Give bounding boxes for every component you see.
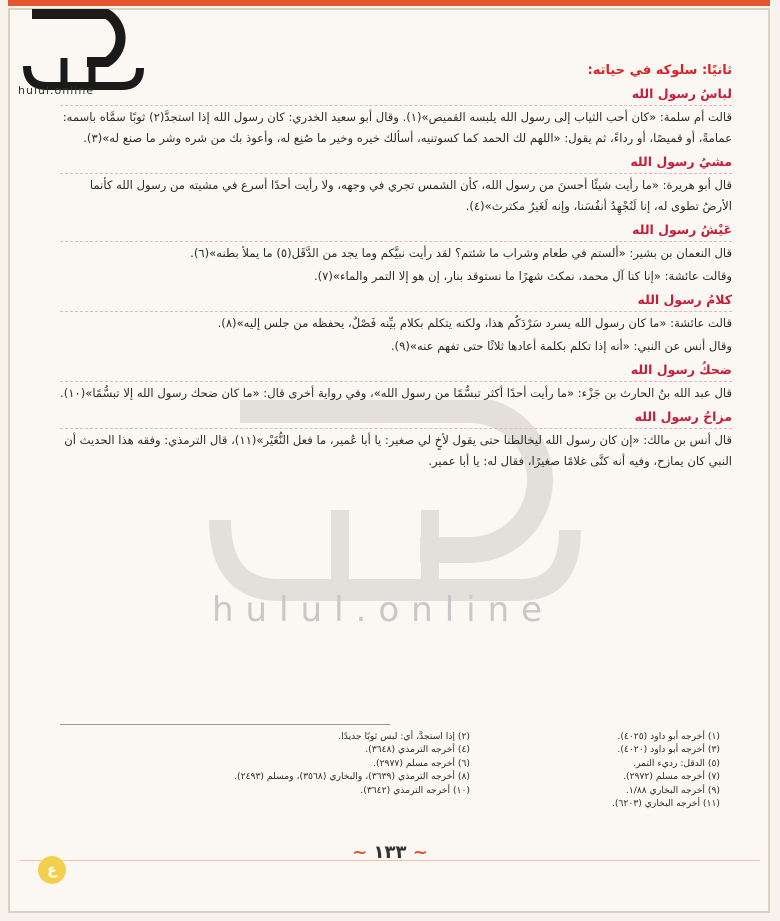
footnote: (١١) أخرجه البخاري (٦٢٠٣).: [611, 798, 720, 810]
topic-paragraph: قال أبو هريرة: «ما رأيت شيئًا أحسنَ من رسول الله، كأن الشمس تجري في وجهه، ولا رأيت أحدًا أسرع في مشيته من رسول الله كأنما الأرضُ تطوى له، إنا لَنُجْهِدُ أنفُسَنا، وإنه لَغَيرُ مكترث»(٤).: [89, 178, 732, 213]
watermark-text: hulul.online: [212, 590, 555, 630]
topic-paragraph: قال أنس بن مالك: «إن كان رسول الله ليخالطنا حتى يقول لأخٍ لي صغير: يا أبا عُمير، ما فعل النُّغَيْر»(١١)، قال الترمذي: وفقه هذا الحديث أن النبي كان يمازح، وفيه أنه كنَّى غلامًا صغيرًا، فقال له: يا أبا عمير.: [64, 433, 732, 468]
page-ornament-right-icon: ~: [352, 842, 368, 863]
footnote-divider: [60, 724, 390, 725]
logo-caption: hulul.online: [18, 84, 95, 97]
topic-paragraph: قالت عائشة: «ما كان رسول الله يسرد سَرْدَكُم هذا، ولكنه يتكلم بكلام بيِّنه فَصْلٌ، يحفظه من جلس إليه»(٨).: [217, 316, 732, 330]
topic-paragraph: قالت أم سلمة: «كان أحب الثياب إلى رسول الله يلبسه القميص»(١). وقال أبو سعيد الخدري: كان رسول الله إذا استجدَّ(٢) ثوبًا سمَّاه باسمه: عمامةً، أو قميصًا، أو رداءً، ثم يقول: «اللهم لك الحمد كما كسوتنيه، أسألك خيره وخير ما صُنِع له، وأعوذ بك من شره وشر ما صنع له»(٣).: [62, 110, 732, 145]
footnote: (٤) أخرجه الترمذي (٣٦٤٨).: [365, 744, 470, 756]
footnote: (٢) إذا استجدَّ، أي: لبس ثوبًا جديدًا.: [338, 731, 470, 742]
footnote: (٩) أخرجه البخاري ١/٨٨.: [625, 784, 720, 796]
corner-badge: ع: [38, 856, 66, 884]
main-content: [60, 60, 732, 474]
topic-paragraph: قال عبد الله بنُ الحارث بن جَزْء: «ما رأيت أحدًا أكثر تبسُّمًا من رسول الله»، وفي رواية أخرى قال: «ما كان ضحك رسول الله إلا تبسُّمًا»(١٠).: [60, 386, 732, 400]
footnote: (١٠) أخرجه الترمذي (٣٦٤٢).: [360, 784, 470, 796]
footnote: (٦) أخرجه مسلم (٢٩٧٧).: [373, 757, 470, 769]
footnotes-right-column: [480, 730, 720, 810]
topic-title: لباسُ رسول الله: [60, 83, 732, 106]
page-number-value: ١٣٣: [373, 842, 407, 863]
topic-paragraph: وقالت عائشة: «إنا كنا آل محمد، نمكث شهرًا ما نستوقد بنار، إن هو إلا التمر والماء»(٧).: [313, 269, 732, 283]
footnote: (٣) أخرجه أبو داود (٤٠٢٠).: [617, 744, 720, 756]
footnote: (٥) الدقل: رديء التمر.: [633, 757, 720, 769]
topic-title: مزاحُ رسول الله: [60, 406, 732, 429]
page-ornament-left-icon: ~: [412, 842, 428, 863]
footnote: (٧) أخرجه مسلم (٢٩٧٢).: [623, 771, 720, 783]
topics-list: [60, 83, 732, 472]
topic-paragraph: وقال أنس عن النبي: «أنه إذا تكلم بكلمة أعادها ثلاثًا حتى تفهم عنه»(٩).: [390, 339, 732, 353]
topic-paragraph: قال النعمان بن بشير: «ألستم في طعام وشراب ما شئتم؟ لقد رأيت نبيَّكم وما يجد من الدَّقَل(٥) ما يملأ بطنه»(٦).: [190, 246, 732, 260]
footnote: (٨) أخرجه الترمذي (٣٦٣٩)، والبخاري (٣٥٦٨)، ومسلم (٢٤٩٣).: [234, 771, 470, 783]
topic-title: كلامُ رسول الله: [60, 289, 732, 312]
topic-title: عَيْشُ رسول الله: [60, 219, 732, 242]
section-title: ثانيًا: سلوكه في حياته:: [587, 63, 732, 78]
topic-title: مشيُ رسول الله: [60, 151, 732, 174]
topic-title: ضحكُ رسول الله: [60, 359, 732, 382]
page-number: [320, 842, 460, 863]
footnotes-left-column: [170, 730, 470, 797]
footnote: (١) أخرجه أبو داود (٤٠٢٥).: [617, 731, 720, 742]
